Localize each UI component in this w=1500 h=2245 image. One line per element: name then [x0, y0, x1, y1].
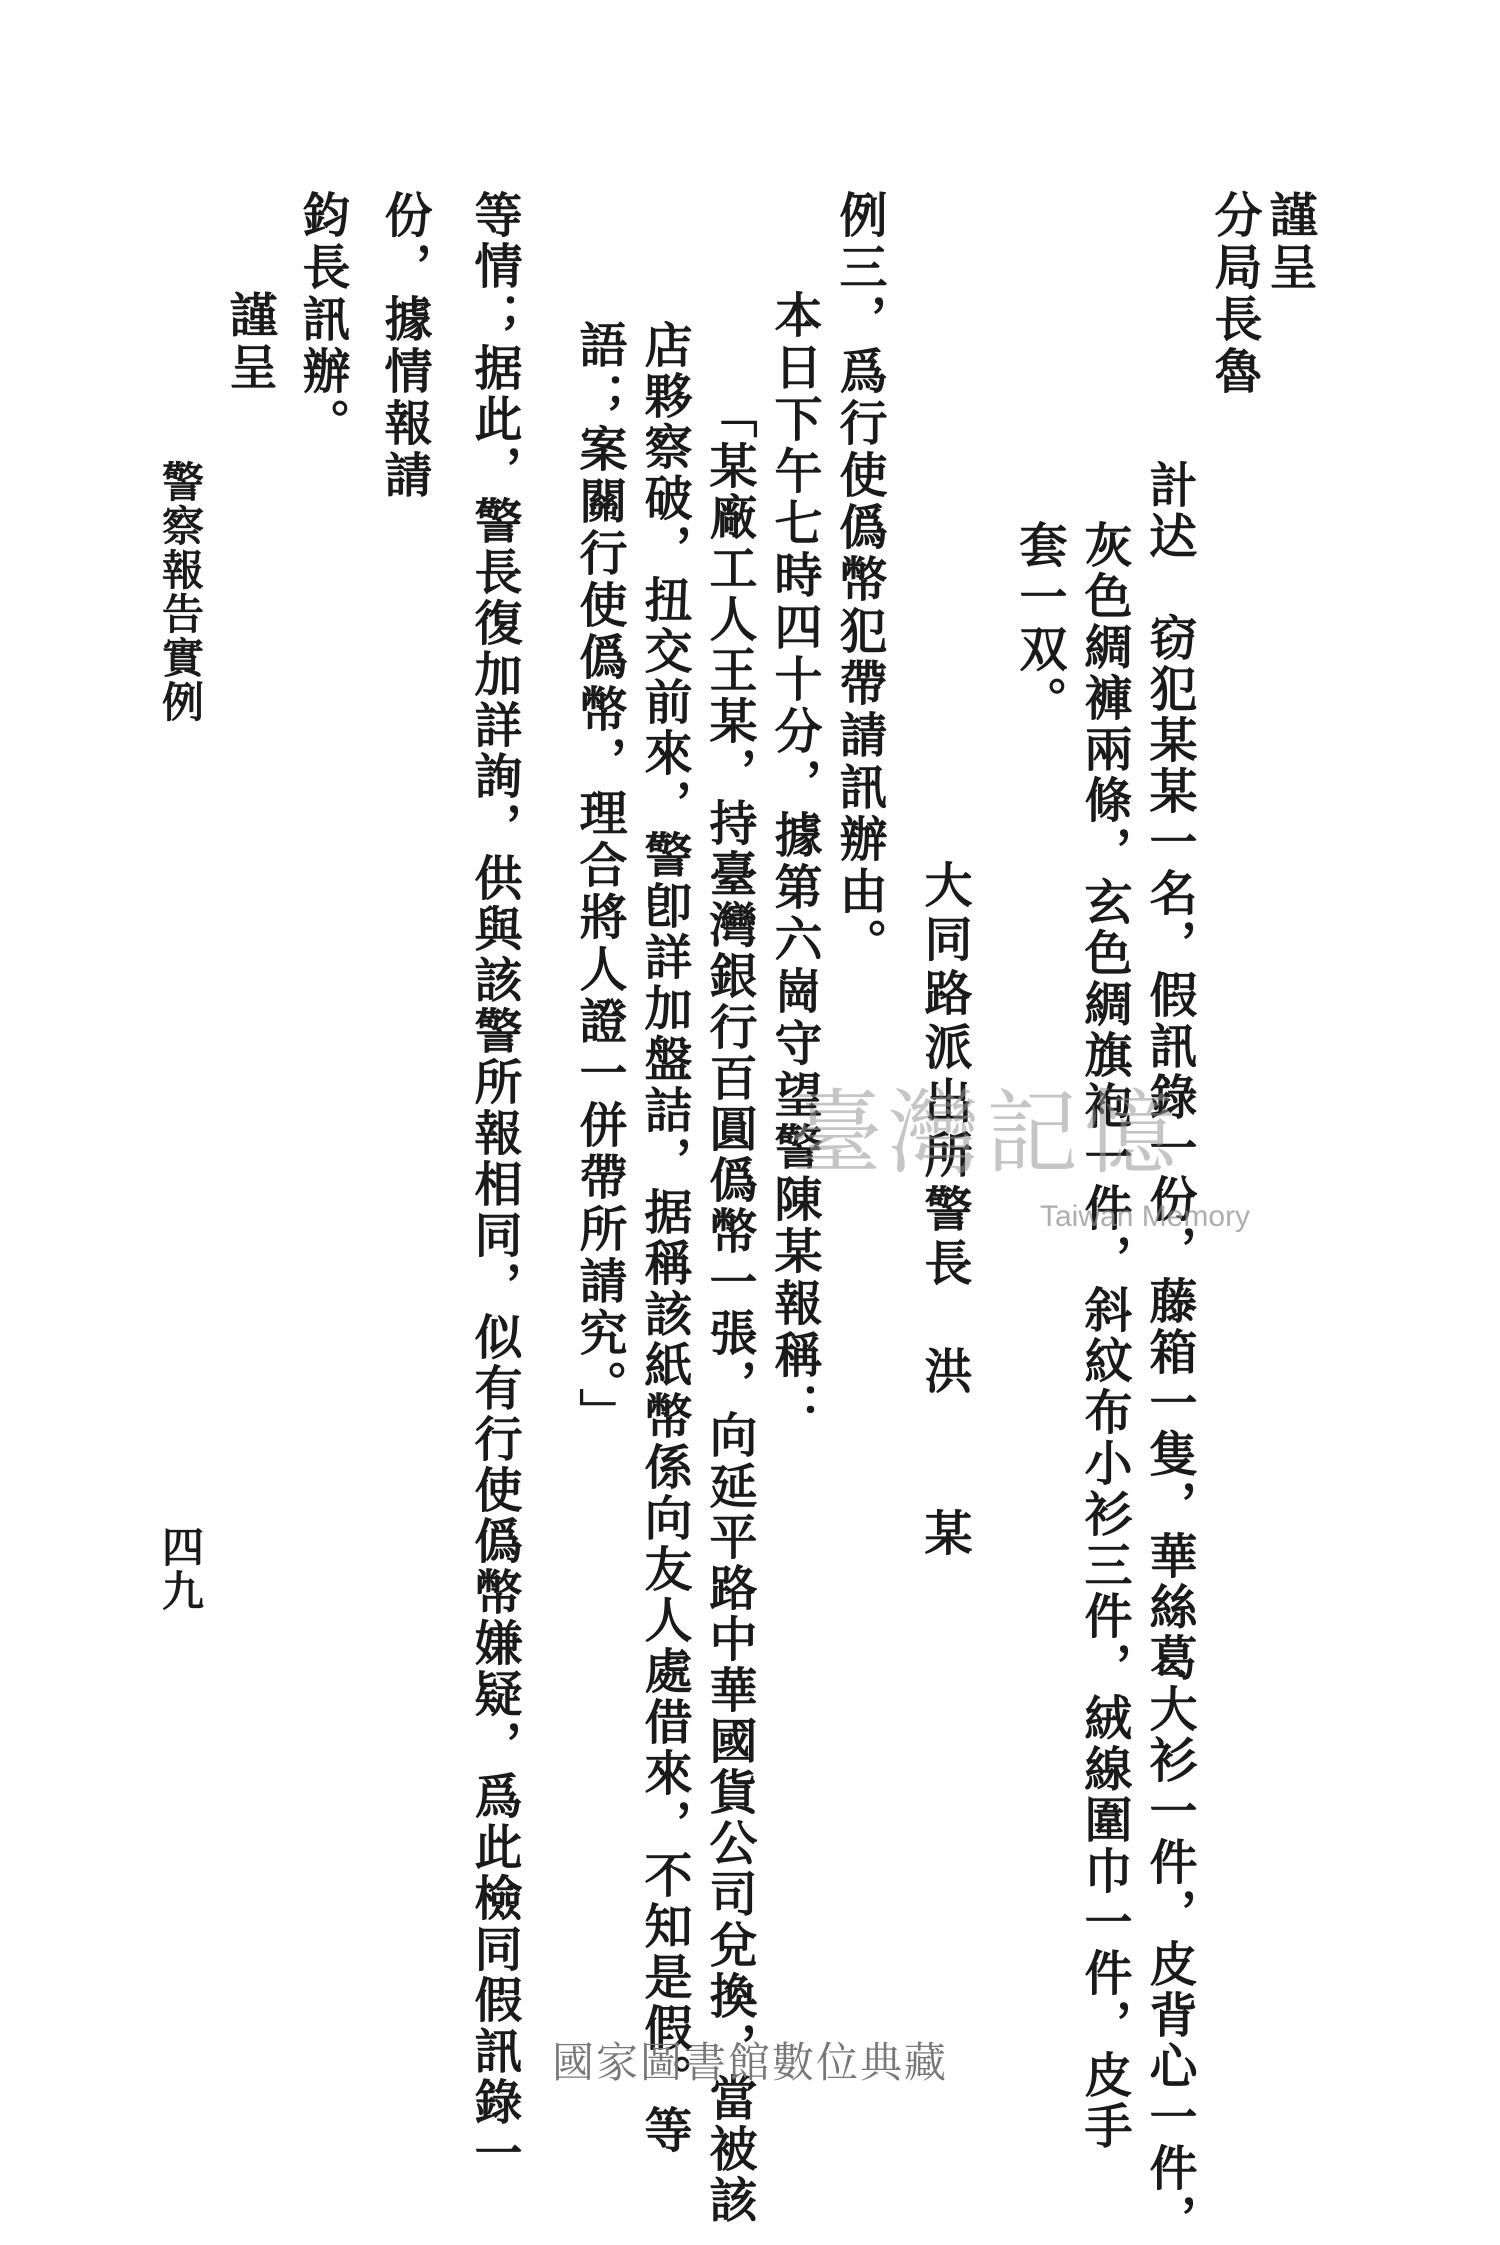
watermark-logo-text: 臺灣記憶 [790, 1080, 1183, 1187]
text-column-12: 等情；据此，警長復加詳詢，供與該警所報相同，似有行使僞幣嫌疑，爲此檢同假訊錄一 [466, 190, 522, 2179]
text-column-5: 套一双。 [1011, 520, 1067, 728]
text-column-1: 謹呈 [1261, 190, 1317, 294]
text-column-11: 語；案關行使僞幣，理合將人證一併帶所請究。」 [571, 320, 627, 1440]
text-column-10: 店夥察破，扭交前來，警卽詳加盤詰，据稱該紙幣係向友人處借來，不知是假。等 [636, 320, 692, 2156]
footer-source: 國家圖書館數位典藏 [551, 2038, 948, 2087]
page-number: 四九 [156, 1525, 205, 1613]
text-column-13: 份，據情報請 [376, 190, 432, 502]
text-column-15: 謹呈 [221, 290, 277, 394]
text-column-3: 計迖 窃犯某某一名，假訊錄一份，藤箱一隻，華絲葛大衫一件，皮背心一件， [1141, 460, 1197, 2245]
text-column-8: 本日下午七時四十分，據第六崗守望警陳某報稱： [766, 290, 822, 1434]
text-column-2: 分局長魯 [1206, 190, 1262, 398]
watermark-english-text: Taiwan Memory [1040, 1200, 1251, 1233]
text-column-14: 鈞長訊辦。 [294, 190, 350, 450]
text-column-signature: 大同路派出所警長 洪 某 [916, 860, 972, 1562]
running-title: 警察報告實例 [156, 460, 205, 724]
text-column-9: 「某廠工人王某，持臺灣銀行百圓僞幣一張，向延平路中華國貨公司兌換，當被該 [701, 390, 757, 2226]
text-column-4: 灰色綢褲兩條，玄色綢旗袍一件，斜紋布小衫三件，絨線圍巾一件，皮手 [1076, 520, 1132, 2152]
text-column-7: 例三，爲行使僞幣犯帶請訊辦由。 [831, 190, 887, 970]
